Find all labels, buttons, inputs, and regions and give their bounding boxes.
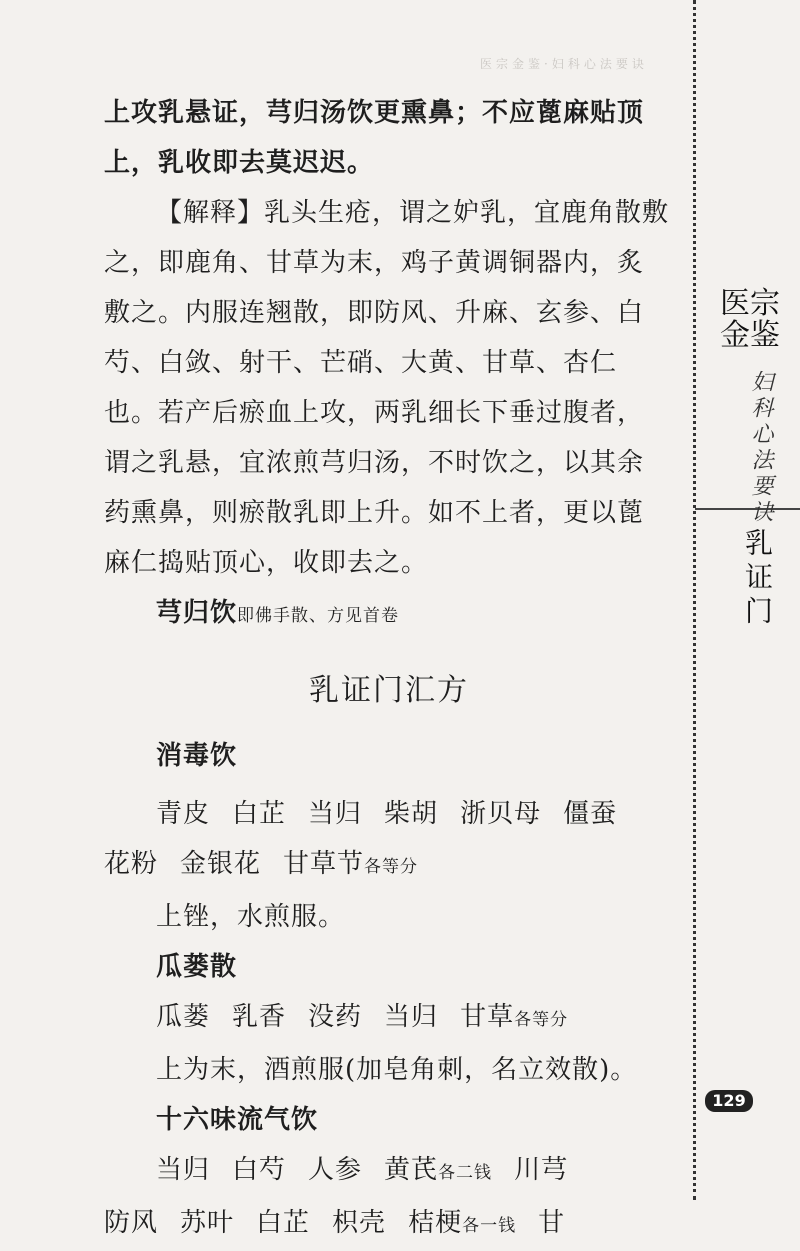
dose-note: 各等分 — [514, 1010, 569, 1030]
book-title: 医宗金鉴 — [720, 286, 780, 353]
formula-1-method: 上锉，水煎服。 — [156, 902, 346, 932]
formula-3-herbs-1: 当归 白芍 人参 黄芪各二钱 川芎 — [156, 1155, 569, 1185]
explanation-line-5: 也。若产后瘀血上攻，两乳细长下垂过腹者， — [104, 398, 645, 428]
xionggui-note: 即佛手散、方见首卷 — [237, 606, 400, 626]
dose-note: 各二钱 — [438, 1163, 493, 1183]
formula-name-3: 十六味流气饮 — [156, 1105, 319, 1135]
verse-line-2: 上，乳收即去莫迟迟。 — [104, 148, 375, 178]
explanation-line-2: 之，即鹿角、甘草为末，鸡子黄调铜器内，炙 — [104, 248, 645, 278]
formula-3-herbs-2: 防风 苏叶 白芷 枳壳 桔梗各一钱 甘 — [104, 1208, 566, 1238]
explanation-line-6: 谓之乳悬，宜浓煎芎归汤，不时饮之，以其余 — [104, 448, 645, 478]
formula-2-herbs: 瓜蒌 乳香 没药 当归 甘草各等分 — [156, 1002, 569, 1032]
formula-name-2: 瓜蒌散 — [156, 952, 238, 982]
dose-note: 各一钱 — [462, 1216, 517, 1236]
explanation-line-4: 芍、白敛、射干、芒硝、大黄、甘草、杏仁 — [104, 348, 618, 378]
verse-line-1: 上攻乳悬证，芎归汤饮更熏鼻；不应蓖麻贴顶 — [104, 98, 645, 128]
main-text — [104, 88, 674, 1251]
explanation-line-7: 药熏鼻，则瘀散乳即上升。如不上者，更以蓖 — [104, 498, 645, 528]
margin-dotted-rule — [693, 0, 696, 1200]
running-header: 医宗金鉴·妇科心法要诀 — [480, 57, 648, 71]
book-subtitle: 妇科心法要诀 — [748, 370, 773, 526]
dose-note: 各等分 — [364, 857, 419, 877]
formula-1-herbs-1: 青皮 白芷 当归 柴胡 浙贝母 僵蚕 — [156, 799, 618, 829]
xionggui-line — [104, 588, 674, 641]
page-number: 129 — [705, 1090, 753, 1112]
explanation-label: 【解释】 — [156, 198, 265, 228]
formula-name-1: 消毒饮 — [156, 741, 238, 771]
section-title: 乳证门汇方 — [309, 673, 469, 708]
explanation-line-8: 麻仁捣贴顶心，收即去之。 — [104, 548, 429, 578]
section-tab: 乳证门 — [741, 528, 774, 630]
explanation-line-1: 【解释】乳头生疮，谓之妒乳，宜鹿角散敷 — [156, 198, 670, 228]
formula-2-method: 上为末，酒煎服(加皂角刺，名立效散)。 — [156, 1055, 638, 1085]
sidebar — [700, 0, 800, 1200]
explanation-line-3: 敷之。内服连翘散，即防风、升麻、玄参、白 — [104, 298, 645, 328]
formula-1-herbs-2: 花粉 金银花 甘草节各等分 — [104, 849, 419, 879]
xionggui-name: 芎归饮 — [156, 598, 238, 628]
